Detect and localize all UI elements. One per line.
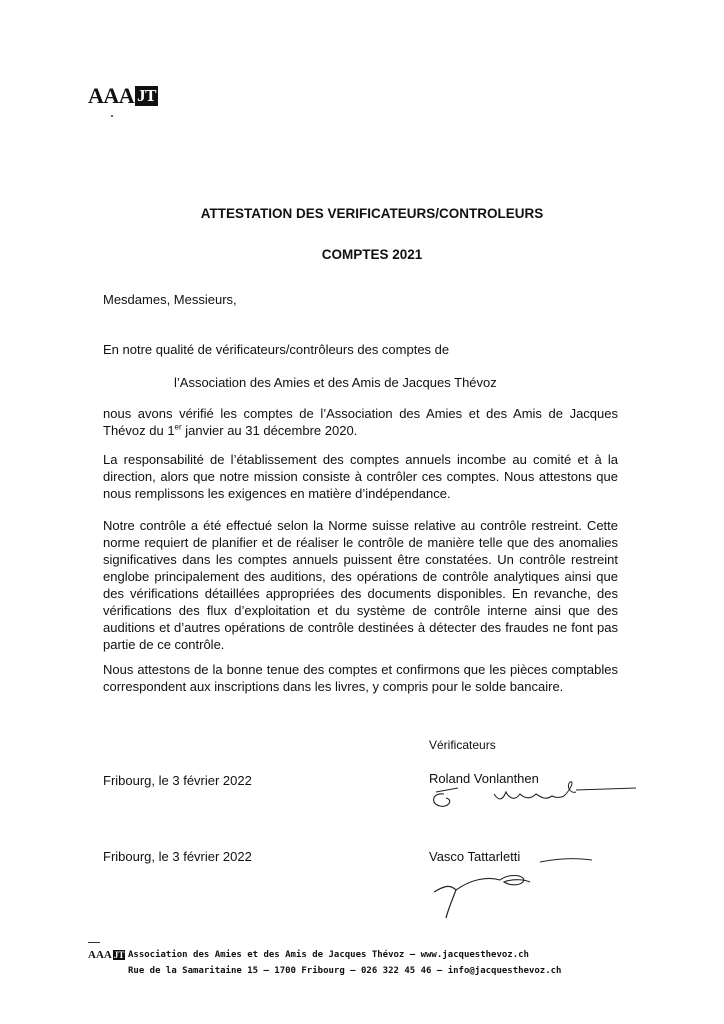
period-text-start: nous avons vérifié les comptes de l’Association des Amies et des Amis de Jacques Thévoz du 1 <box>103 406 618 438</box>
signature-date-1: Fribourg, le 3 février 2022 <box>103 773 252 788</box>
paragraph-audit-scope: Notre contrôle a été effectué selon la Norme suisse relative au contrôle restreint. Cette norme requiert de planifier et de réaliser le contrôle de manière telle que des anomalies significatives dans les comptes annuels puissent être constatées. Un contrôle restreint englobe principalement des auditions, des opérations de contrôle analytiques ainsi que des vérifications détaillées appropriées des documents disponibles. En revanche, des vérifications des flux d’exploitation et du système de contrôle interne ainsi que des auditions et d’autres opérations de contrôle destinées à détecter des fraudes ne font pas partie de ce contrôle. <box>103 518 618 652</box>
footer-logo-box: JT <box>113 950 125 960</box>
association-name: l’Association des Amies et des Amis de Jacques Thévoz <box>174 375 497 390</box>
footer-address-line-1: Association des Amies et des Amis de Jacques Thévoz – www.jacquesthevoz.ch <box>128 950 529 960</box>
document-title: ATTESTATION DES VERIFICATEURS/CONTROLEURS <box>200 206 544 221</box>
association-logo <box>88 84 158 108</box>
intro-paragraph: En notre qualité de vérificateurs/contrôleurs des comptes de <box>103 342 450 357</box>
signature-date-2: Fribourg, le 3 février 2022 <box>103 849 252 864</box>
ordinal-suffix: er <box>174 422 182 432</box>
signer-name-1: Roland Vonlanthen <box>429 771 539 786</box>
footer-logo-text: AAA <box>88 949 112 961</box>
footer-address-line-2: Rue de la Samaritaine 15 – 1700 Fribourg – 026 322 45 46 – info@jacquesthevoz.ch <box>128 966 562 976</box>
signer-name-2: Vasco Tattarletti <box>429 849 521 864</box>
logo-mark <box>111 115 113 117</box>
handwritten-signature-2 <box>430 852 600 922</box>
salutation: Mesdames, Messieurs, <box>103 292 237 307</box>
paragraph-responsibility: La responsabilité de l’établissement des comptes annuels incombe au comité et à la direction, alors que notre mission consiste à contrôler ces comptes. Nous attestons que nous remplissons les exigences en matière d’indépendance. <box>103 452 618 501</box>
handwritten-signature-1 <box>424 770 644 812</box>
verifiers-heading: Vérificateurs <box>429 738 496 752</box>
footer-logo <box>88 949 125 961</box>
paragraph-conclusion: Nous attestons de la bonne tenue des comptes et confirmons que les pièces comptables correspondent aux inscriptions dans les livres, y compris pour le solde bancaire. <box>103 662 618 694</box>
paragraph-period <box>103 405 618 439</box>
footer-divider <box>88 942 100 943</box>
logo-text: AAA <box>88 83 135 108</box>
logo-box: JT <box>137 86 157 105</box>
period-text-end: janvier au 31 décembre 2020. <box>181 423 358 438</box>
document-subtitle: COMPTES 2021 <box>321 247 423 262</box>
